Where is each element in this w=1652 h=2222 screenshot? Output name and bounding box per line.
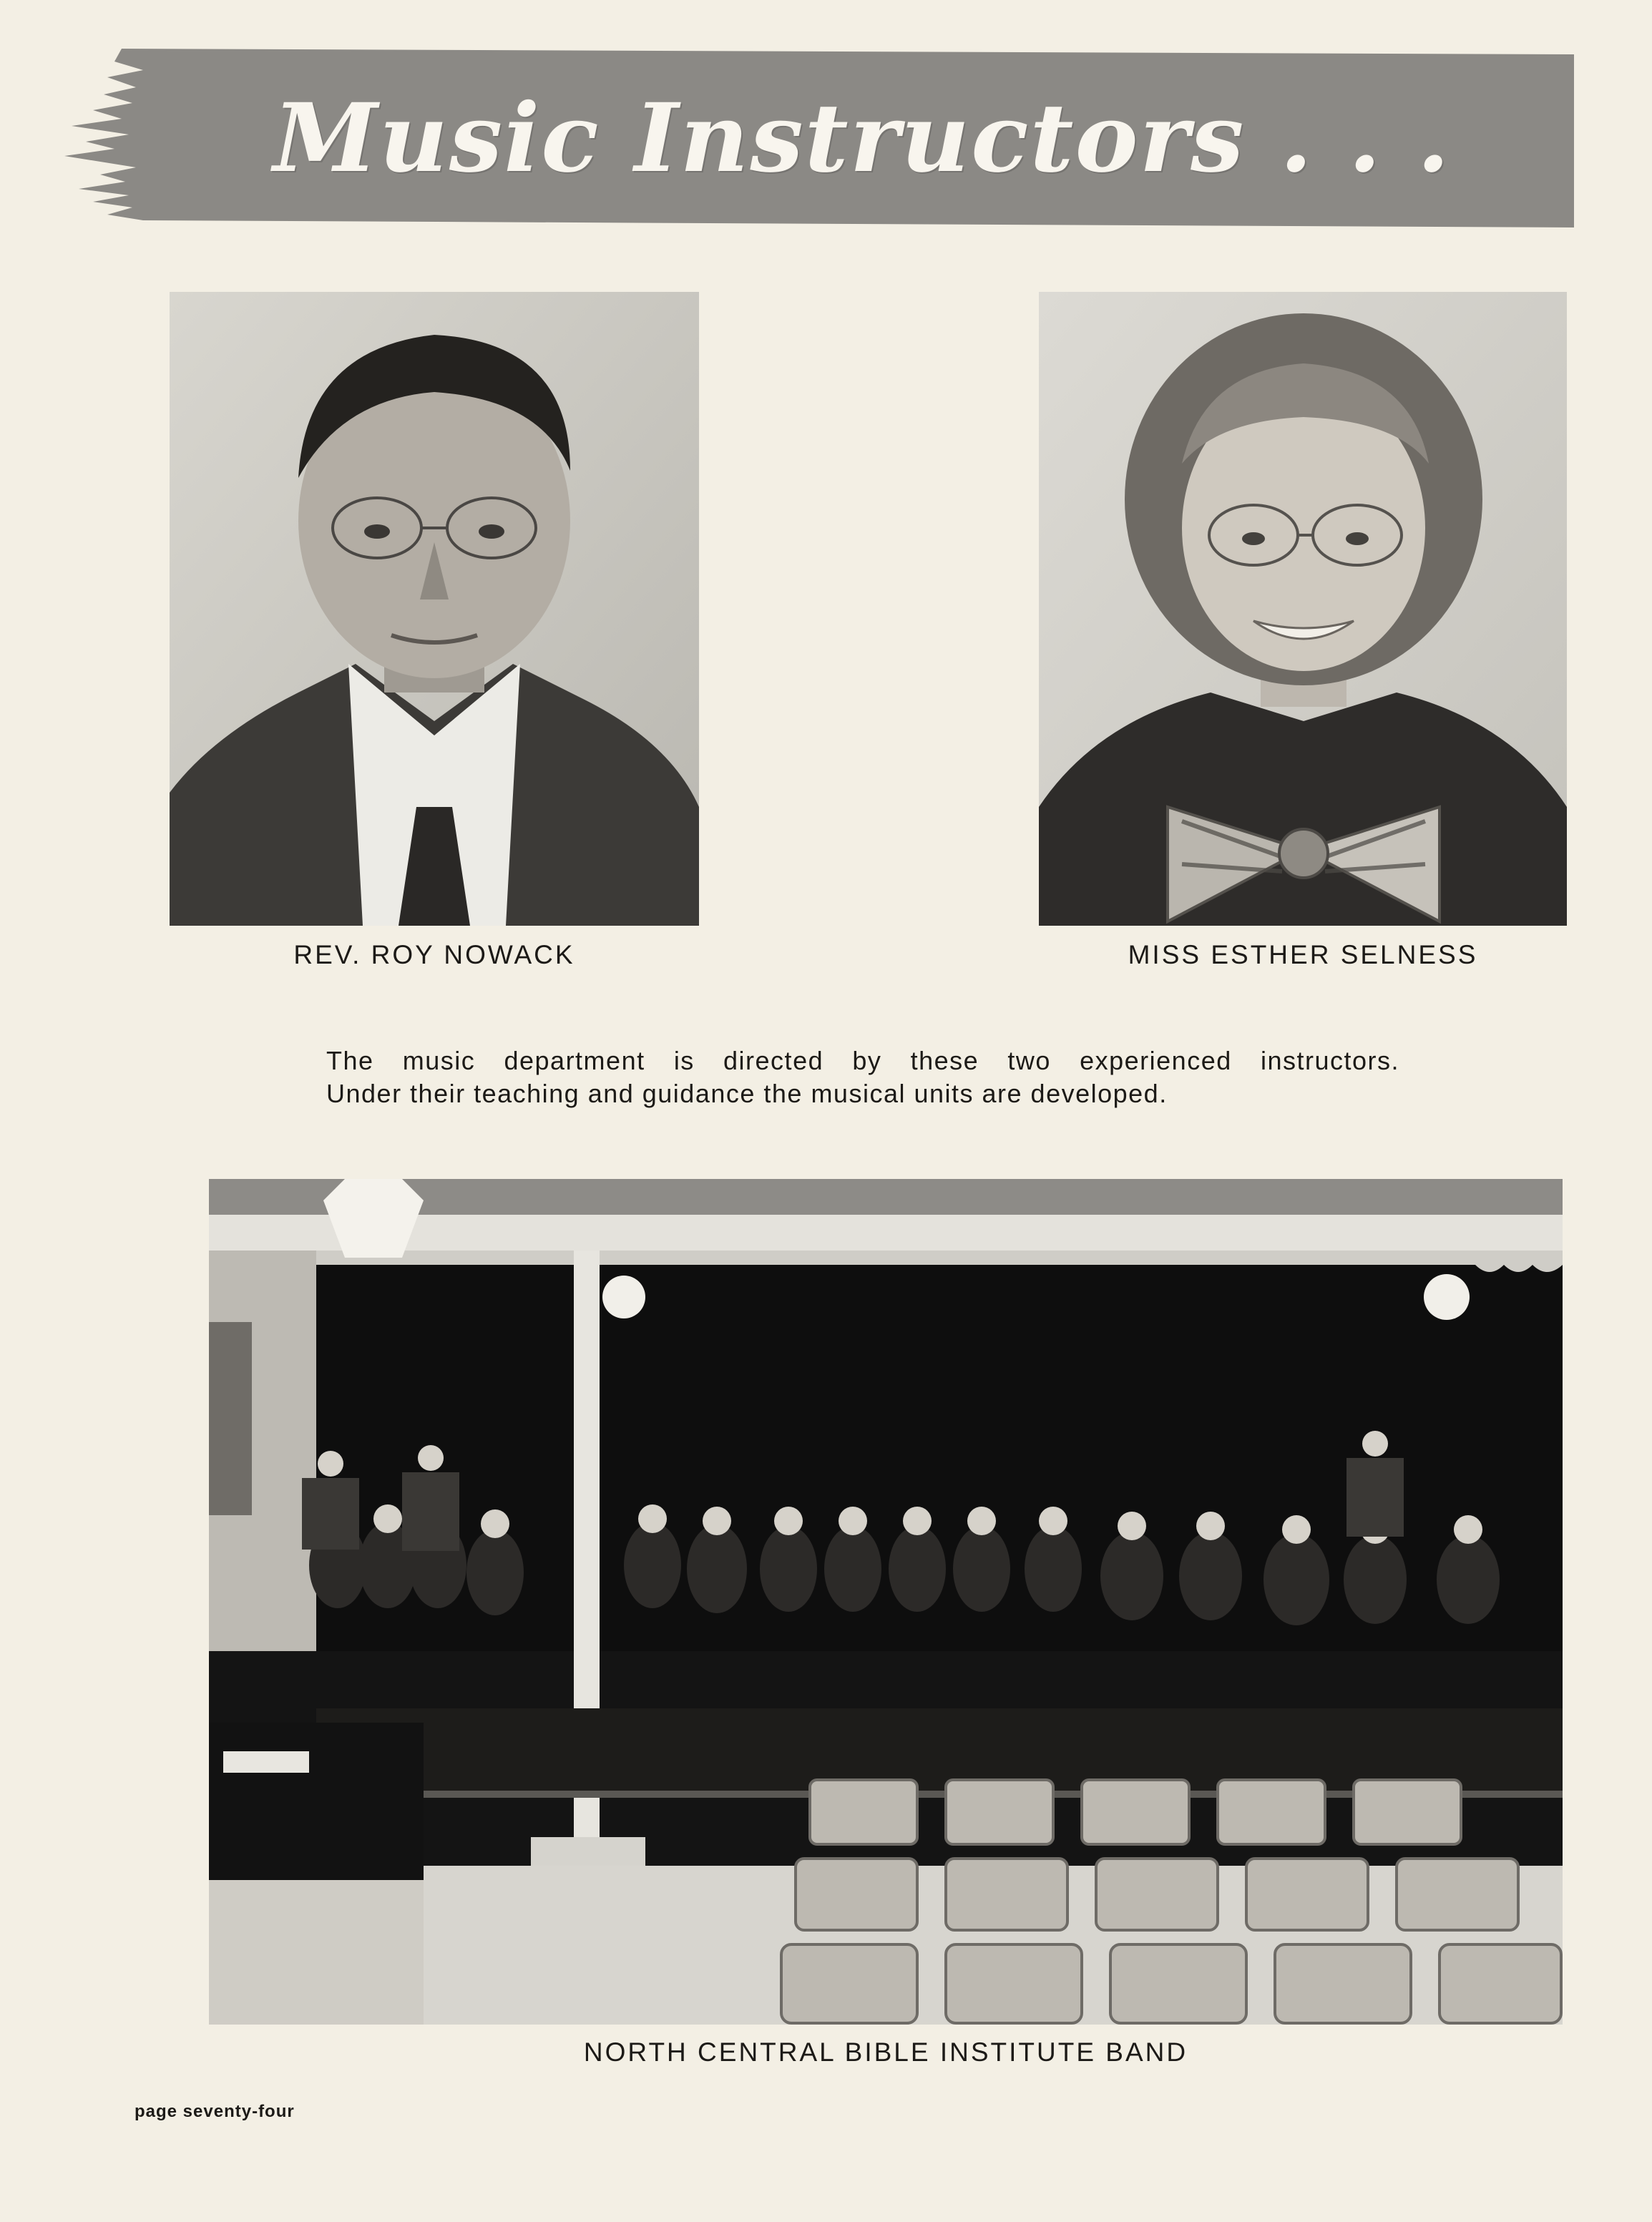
intro-line-2: Under their teaching and guidance the musical units are developed.: [326, 1079, 1168, 1108]
page-title: Music Instructors . . .: [273, 82, 1452, 194]
caption-esther-selness: MISS ESTHER SELNESS: [1128, 940, 1478, 969]
caption-roy-nowack: REV. ROY NOWACK: [293, 940, 575, 969]
page-number: page seventy-four: [135, 2102, 295, 2121]
portrait-esther-selness: [1039, 292, 1567, 926]
portrait-roy-nowack: [170, 292, 699, 926]
band-photo: [209, 1179, 1563, 2025]
intro-paragraph: [326, 1044, 1399, 1110]
caption-band: NORTH CENTRAL BIBLE INSTITUTE BAND: [583, 2037, 1188, 2067]
intro-line-1: The music department is directed by these two experienced instructors.: [326, 1046, 1399, 1075]
header-banner: [64, 49, 1574, 227]
